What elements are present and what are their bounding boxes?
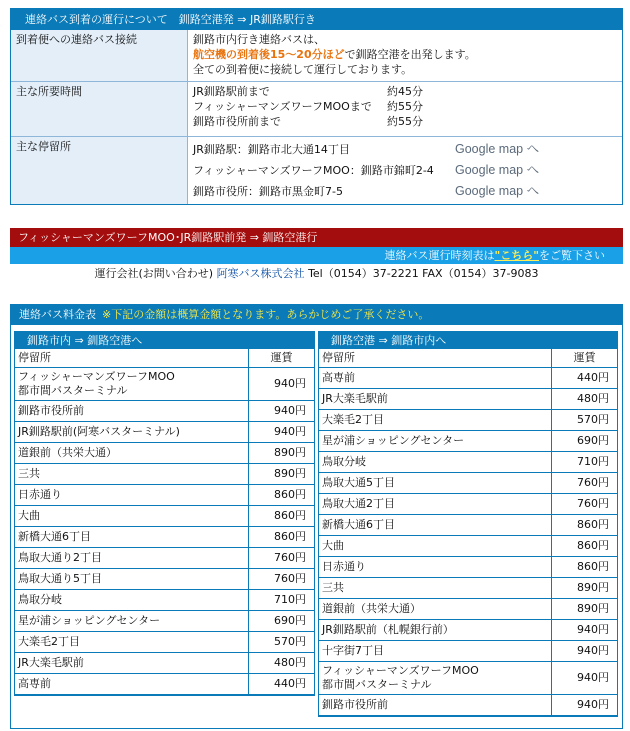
fare-panel-title: 釧路市内 ⇒ 釧路空港へ xyxy=(15,332,314,349)
fare-row-price: 690円 xyxy=(249,611,315,632)
stops-row xyxy=(11,136,622,204)
fare-row-price: 710円 xyxy=(249,590,315,611)
fare-row-price: 760円 xyxy=(552,494,618,515)
arrival-timing-rest: で釧路空港を出発します。 xyxy=(344,48,476,61)
stop-name: 大曲 xyxy=(18,509,40,522)
fare-row-price: 690円 xyxy=(552,431,618,452)
fare-row-stop xyxy=(319,473,552,494)
fare-row-stop xyxy=(319,389,552,410)
fare-row-price: 940円 xyxy=(249,368,315,401)
fare-row-stop xyxy=(319,599,552,620)
time-item-value: 約55分 xyxy=(387,114,423,128)
fare-row-stop xyxy=(319,662,552,695)
stop-item xyxy=(193,139,617,160)
fare-row-stop xyxy=(319,578,552,599)
stop-name-line-2: 都市間バスターミナル xyxy=(18,384,128,397)
fare-row-stop xyxy=(319,431,552,452)
timetable-text-before: 連絡バス運行時刻表は xyxy=(384,249,495,262)
fare-row-stop xyxy=(15,422,249,443)
times-content xyxy=(188,81,623,136)
stop-name: 星が浦ショッピングセンター xyxy=(322,434,465,447)
fare-row xyxy=(319,599,617,620)
stop-name: 鳥取大通2丁目 xyxy=(322,497,395,510)
fare-row xyxy=(15,485,314,506)
stop-name: 日赤通り xyxy=(18,488,62,501)
fare-row-stop xyxy=(319,368,552,389)
service-info-table xyxy=(11,30,622,204)
fare-row xyxy=(319,431,617,452)
fare-row-price: 480円 xyxy=(249,653,315,674)
stop-name: 道銀前（共栄大通） xyxy=(18,446,117,459)
fare-row xyxy=(319,494,617,515)
fare-row xyxy=(319,557,617,578)
fare-row-stop xyxy=(15,653,249,674)
fare-panel-to-city xyxy=(318,331,618,717)
fare-table-box xyxy=(10,304,623,729)
fare-row-price: 710円 xyxy=(552,452,618,473)
timetable-banner xyxy=(10,247,623,264)
fare-row-stop xyxy=(15,632,249,653)
col-header-fare: 運賃 xyxy=(249,349,315,368)
operator-info xyxy=(10,264,623,284)
fare-row-price: 860円 xyxy=(552,536,618,557)
stop-name: JR釧路駅前(阿寒バスターミナル) xyxy=(18,425,180,438)
fare-row xyxy=(15,527,314,548)
arrival-timing-highlight: 航空機の到着後15〜20分ほど xyxy=(193,48,345,61)
fare-row xyxy=(319,536,617,557)
stop-name: 道銀前（共栄大通） xyxy=(322,602,421,615)
transfer-row xyxy=(11,30,622,81)
fare-row xyxy=(319,515,617,536)
google-map-link-city-hall[interactable]: Google map へ xyxy=(455,183,540,198)
operator-label: 運行会社(お問い合わせ) xyxy=(94,267,214,280)
operator-contact: Tel（0154）37-2221 FAX（0154）37-9083 xyxy=(308,267,539,280)
col-header-fare: 運賃 xyxy=(552,349,618,368)
fare-row xyxy=(319,389,617,410)
fare-row-stop xyxy=(319,557,552,578)
col-header-stop: 停留所 xyxy=(319,349,552,368)
fare-table-header-row xyxy=(15,349,314,368)
fare-row-stop xyxy=(319,494,552,515)
stop-name: 十字街7丁目 xyxy=(322,644,384,657)
google-map-link-moo[interactable]: Google map へ xyxy=(455,162,540,177)
fare-row-price: 940円 xyxy=(552,620,618,641)
fare-row-stop xyxy=(15,527,249,548)
fare-row-price: 860円 xyxy=(552,515,618,536)
fare-row xyxy=(15,569,314,590)
fare-row-stop xyxy=(319,515,552,536)
fare-row-price: 570円 xyxy=(249,632,315,653)
stop-item xyxy=(193,181,617,202)
fare-row-price: 940円 xyxy=(552,641,618,662)
fare-table-title: 連絡バス料金表 xyxy=(19,308,96,321)
fare-row xyxy=(15,548,314,569)
stop-name: フィッシャーマンズワーフMOO xyxy=(322,664,479,677)
timetable-link[interactable]: "こちら" xyxy=(494,249,539,262)
fare-row xyxy=(15,632,314,653)
fare-row-price: 860円 xyxy=(552,557,618,578)
fare-row-stop xyxy=(319,536,552,557)
transfer-content xyxy=(188,30,623,81)
stop-address: JR釧路駅：釧路市北大通14丁目 xyxy=(193,142,350,156)
fare-table-to-airport xyxy=(15,349,314,695)
fare-row-price: 570円 xyxy=(552,410,618,431)
service-info-title: 連絡バス到着の運行について 釧路空港発 ⇒ JR釧路駅行き xyxy=(11,9,622,30)
fare-row-stop xyxy=(15,506,249,527)
stop-name: 三共 xyxy=(322,581,344,594)
stop-name: 高専前 xyxy=(18,677,51,690)
stop-name: 大楽毛2丁目 xyxy=(322,413,384,426)
stop-name: 鳥取大通り5丁目 xyxy=(18,572,102,585)
fare-row-price: 860円 xyxy=(249,506,315,527)
fare-row xyxy=(319,410,617,431)
fare-row-price: 890円 xyxy=(249,443,315,464)
stops-label: 主な停留所 xyxy=(11,136,188,204)
times-row xyxy=(11,81,622,136)
stop-address: 釧路市役所：釧路市黒金町7-5 xyxy=(193,184,343,198)
fare-row-price: 760円 xyxy=(249,569,315,590)
fare-row-price: 440円 xyxy=(552,368,618,389)
fare-table-header xyxy=(11,305,622,325)
fare-row xyxy=(319,620,617,641)
time-item-value: 約55分 xyxy=(387,99,423,113)
times-label: 主な所要時間 xyxy=(11,81,188,136)
stop-name: 三共 xyxy=(18,467,40,480)
fare-row-price: 480円 xyxy=(552,389,618,410)
fare-row-price: 940円 xyxy=(249,422,315,443)
fare-row-stop xyxy=(319,620,552,641)
fare-panel-title: 釧路空港 ⇒ 釧路市内へ xyxy=(319,332,617,349)
stop-name: JR大楽毛駅前 xyxy=(322,392,388,405)
fare-row xyxy=(15,443,314,464)
fare-row-stop xyxy=(319,641,552,662)
transfer-line-2 xyxy=(193,47,617,62)
stop-name: 日赤通り xyxy=(322,560,366,573)
fare-row-price: 940円 xyxy=(552,695,618,716)
stop-name: JR釧路駅前（札幌銀行前） xyxy=(322,623,454,636)
stop-name: 鳥取分岐 xyxy=(322,455,366,468)
fare-row-stop xyxy=(15,464,249,485)
stop-name: 鳥取分岐 xyxy=(18,593,62,606)
fare-row-price: 440円 xyxy=(249,674,315,695)
fare-row xyxy=(15,506,314,527)
fare-row xyxy=(319,641,617,662)
fare-table-to-city xyxy=(319,349,617,716)
stop-name: JR大楽毛駅前 xyxy=(18,656,84,669)
fare-row-stop xyxy=(15,674,249,695)
fare-row-stop xyxy=(15,590,249,611)
fare-row-stop xyxy=(319,410,552,431)
stop-name: 釧路市役所前 xyxy=(18,404,84,417)
col-header-stop: 停留所 xyxy=(15,349,249,368)
stop-name: フィッシャーマンズワーフMOO xyxy=(18,370,175,383)
fare-panel-to-airport xyxy=(14,331,315,696)
time-item-name: JR釧路駅前まで xyxy=(193,84,270,98)
fare-row xyxy=(319,452,617,473)
time-item-value: 約45分 xyxy=(387,84,423,98)
fare-row-price: 890円 xyxy=(552,578,618,599)
fare-row-price: 760円 xyxy=(552,473,618,494)
stop-name: 鳥取大通り2丁目 xyxy=(18,551,102,564)
fare-row xyxy=(15,590,314,611)
fare-table-note: ※下記の金額は概算金額となります。あらかじめご了承ください。 xyxy=(102,308,430,321)
stop-name: 星が浦ショッピングセンター xyxy=(18,614,161,627)
fare-row-price: 890円 xyxy=(249,464,315,485)
fare-row xyxy=(15,611,314,632)
fare-row xyxy=(15,368,314,401)
fare-row-stop xyxy=(319,452,552,473)
fare-row-stop xyxy=(15,611,249,632)
fare-row-price: 940円 xyxy=(249,401,315,422)
stop-name: 新橋大通6丁目 xyxy=(322,518,395,531)
fare-row-stop xyxy=(15,569,249,590)
fare-row-stop xyxy=(15,485,249,506)
time-item-name: フィッシャーマンズワーフMOOまで xyxy=(193,99,372,113)
timetable-text-after: をご覧下さい xyxy=(539,249,605,262)
time-item xyxy=(193,99,617,114)
stop-name: 大曲 xyxy=(322,539,344,552)
time-item xyxy=(193,114,617,129)
fare-row xyxy=(15,674,314,695)
fare-row xyxy=(319,578,617,599)
stop-name: 釧路市役所前 xyxy=(322,698,388,711)
transfer-label: 到着便への連絡バス接続 xyxy=(11,30,188,81)
stop-name: 高専前 xyxy=(322,371,355,384)
stop-name: 鳥取大通5丁目 xyxy=(322,476,395,489)
stop-name: 大楽毛2丁目 xyxy=(18,635,80,648)
transfer-line-1: 釧路市内行き連絡バスは、 xyxy=(193,33,325,46)
fare-row-price: 760円 xyxy=(249,548,315,569)
stops-content xyxy=(188,136,623,204)
operator-link[interactable]: 阿寒バス株式会社 xyxy=(216,267,305,280)
fare-row xyxy=(319,695,617,716)
fare-row xyxy=(319,368,617,389)
fare-row xyxy=(15,653,314,674)
google-map-link-jr-kushiro[interactable]: Google map へ xyxy=(455,141,540,156)
fare-row xyxy=(15,401,314,422)
time-item-name: 釧路市役所前まで xyxy=(193,114,281,128)
fare-row xyxy=(319,473,617,494)
fare-row-stop xyxy=(15,548,249,569)
fare-row-stop xyxy=(15,368,249,401)
fare-row-price: 860円 xyxy=(249,485,315,506)
time-item xyxy=(193,84,617,99)
service-info-box xyxy=(10,8,623,205)
fare-row-stop xyxy=(15,401,249,422)
fare-row xyxy=(15,464,314,485)
fare-row-stop xyxy=(15,443,249,464)
stop-name: 新橋大通6丁目 xyxy=(18,530,91,543)
departure-info-box xyxy=(10,228,623,284)
stop-address: フィッシャーマンズワーフMOO：釧路市錦町2-4 xyxy=(193,163,434,177)
stop-item xyxy=(193,160,617,181)
fare-row xyxy=(15,422,314,443)
fare-row-stop xyxy=(319,695,552,716)
fare-row-price: 890円 xyxy=(552,599,618,620)
fare-row-price: 940円 xyxy=(552,662,618,695)
transfer-line-3: 全ての到着便に接続して運行しております。 xyxy=(193,63,413,76)
stop-name-line-2: 都市間バスターミナル xyxy=(322,678,432,691)
fare-row xyxy=(319,662,617,695)
fare-table-header-row xyxy=(319,349,617,368)
departure-title: フィッシャーマンズワーフMOO･JR釧路駅前発 ⇒ 釧路空港行 xyxy=(10,228,623,247)
fare-row-price: 860円 xyxy=(249,527,315,548)
